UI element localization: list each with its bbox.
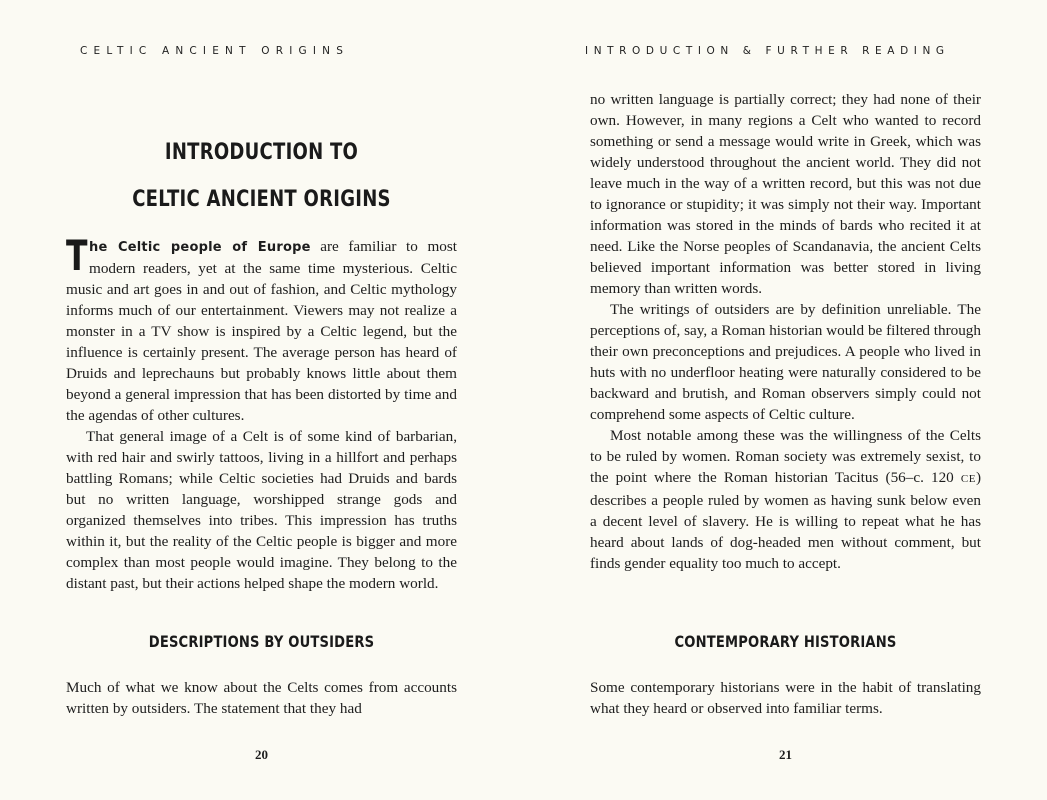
body-column	[590, 89, 981, 574]
era-abbreviation: CE	[960, 473, 976, 485]
running-head: CELTIC ANCIENT ORIGINS	[80, 45, 350, 57]
right-page	[524, 0, 1047, 800]
section-heading: DESCRIPTIONS BY OUTSIDERS	[148, 632, 375, 651]
section-heading: CONTEMPORARY HISTORIANS	[674, 632, 897, 651]
paragraph-text: Most notable among these was the willingness of the Celts to be ruled by women. Roman society was extremely sexist, to the point where the Roman historian Tacitus (56–c. 120	[590, 427, 981, 486]
paragraph	[590, 425, 981, 574]
chapter-title-line1: INTRODUCTION TO	[164, 140, 359, 165]
body-column	[66, 231, 457, 594]
paragraph: That general image of a Celt is of some kind of barbarian, with red hair and swirly tattoos, living in a hillfort and perhaps battling Romans; while Celtic societies had Druids and bards but no written language, worshipped strange gods and organized themselves into tribes. This impression has truths within it, but the reality of the Celtic people is bigger and more complex than most people would imagine. They belong to the distant past, but their actions helped shape the modern world.	[66, 428, 457, 592]
paragraph: no written language is partially correct; they had none of their own. However, in many regions a Celt who wanted to record something or send a message would write in Greek, which was widely understood throughout the ancient world. They did not leave much in the way of a written record, but this was not due to ignorance or stupidity; it was simply not their way. Important information was stored in the minds of bards who recited it at need. Like the Norse peoples of Scandanavia, the ancient Celts believed important information was better stored in living memory than written words.	[590, 91, 981, 297]
running-head: INTRODUCTION & FURTHER READING	[585, 45, 950, 57]
lead-in: he Celtic people of Europe	[89, 240, 311, 255]
page-number: 21	[779, 747, 792, 762]
page-number: 20	[255, 747, 268, 762]
left-page	[0, 0, 523, 800]
paragraph	[66, 231, 457, 426]
chapter-title-line2: CELTIC ANCIENT ORIGINS	[132, 187, 391, 212]
paragraph-text: are familiar to most modern readers, yet at the same time mysterious. Celtic music and art goes in and out of fashion, and Celtic mythology informs much of our entertainment. Viewers may not realize a monster in a TV show is inspired by a Celtic legend, but the influence is certainly present. The average person has heard of Druids and leprechauns but probably knows little about them beyond a general impression that has been distorted by time and the agendas of other cultures.	[66, 238, 457, 424]
drop-cap: T	[66, 231, 88, 280]
paragraph: The writings of outsiders are by definition unreliable. The perceptions of, say, a Roman historian would be filtered through their own preconceptions and prejudices. A people who lived in huts with no underfloor heating were naturally considered to be backward and brutish, and Roman observers simply could not comprehend some aspects of Celtic culture.	[590, 301, 981, 423]
paragraph: Some contemporary historians were in the habit of translating what they heard or observed into familiar terms.	[590, 679, 981, 717]
body-column	[590, 677, 981, 719]
paragraph: Much of what we know about the Celts comes from accounts written by outsiders. The statement that they had	[66, 679, 457, 717]
paragraph-text: ) describes a people ruled by women as having sunk below even a decent level of slavery. He is willing to repeat what he has heard about lands of dog-headed men without comment, but finds gender equality too much to accept.	[590, 469, 981, 572]
body-column	[66, 677, 457, 719]
